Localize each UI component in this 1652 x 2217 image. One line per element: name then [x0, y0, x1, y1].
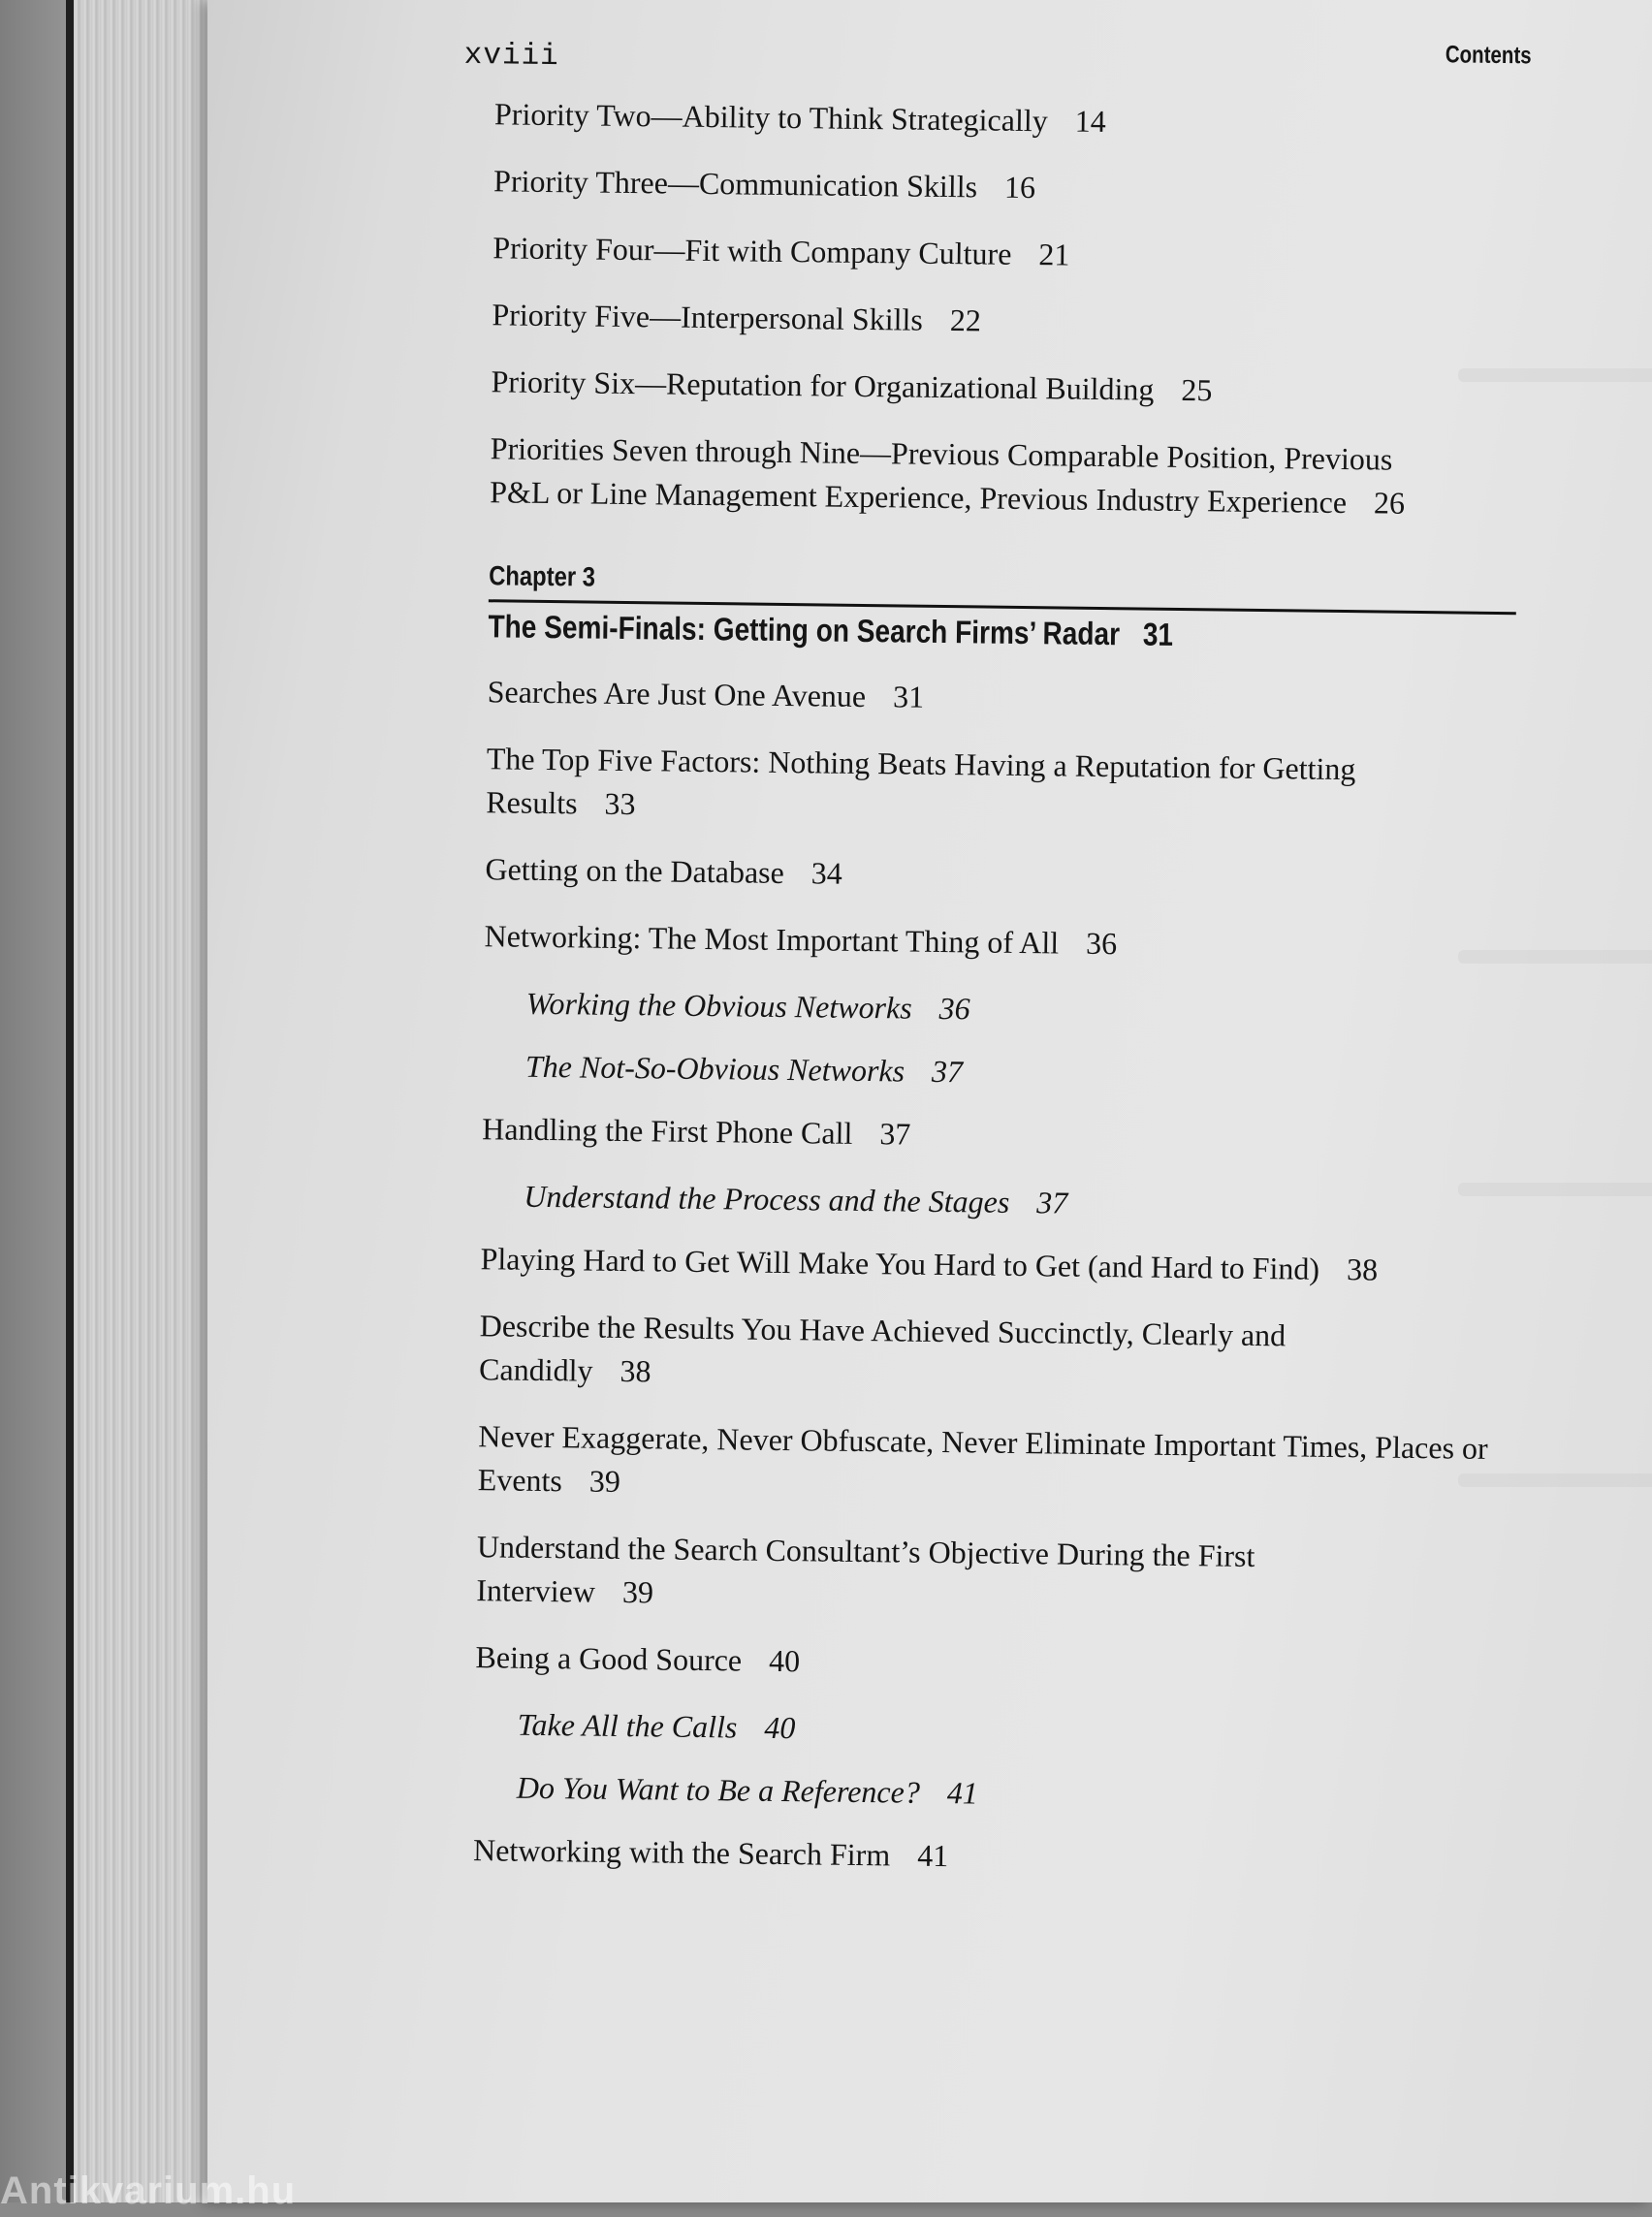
toc-entry-page: 26 [1373, 485, 1406, 521]
toc-subentry [483, 1044, 1491, 1100]
watermark: Antikvarium.hu [0, 2169, 297, 2212]
toc-entry-page: 36 [938, 990, 970, 1027]
toc-entry [478, 1414, 1526, 1514]
table-of-contents [473, 92, 1504, 1908]
toc-entry-title: Do You Want to Be a Reference? [516, 1769, 921, 1810]
toc-entry-title: Networking with the Search Firm [472, 1832, 891, 1873]
toc-entry [490, 427, 1441, 525]
toc-entry-page: 37 [931, 1053, 964, 1090]
toc-entry-title: Priority Four—Fit with Company Culture [492, 230, 1012, 271]
toc-entry-title: Being a Good Source [475, 1639, 743, 1678]
toc-entry-page: 37 [1036, 1185, 1068, 1220]
toc-entry-page: 39 [588, 1463, 621, 1499]
toc-entry [486, 737, 1427, 836]
toc-entry-page: 31 [892, 679, 925, 714]
toc-entry-page: 41 [946, 1775, 979, 1811]
chapter-page: 31 [1142, 616, 1174, 652]
toc-subentry [474, 1765, 1482, 1821]
toc-entry-title: The Top Five Factors: Nothing Beats Having a Reputation for Getting Results [486, 741, 1356, 821]
toc-entry-title: Priority Five—Interpersonal Skills [492, 297, 924, 337]
toc-entry-title: Priority Two—Ability to Think Strategically [493, 96, 1048, 139]
toc-entry [476, 1525, 1427, 1624]
toc-entry-title: Describe the Results You Have Achieved Succinctly, Clearly and Candidly [478, 1308, 1287, 1388]
toc-entry-page: 41 [917, 1837, 949, 1874]
toc-entry [487, 670, 1495, 726]
toc-entry-title: Getting on the Database [485, 851, 785, 891]
toc-entry-title: Searches Are Just One Avenue [487, 674, 867, 714]
toc-entry-page: 14 [1074, 103, 1106, 139]
toc-entry-title: Priority Six—Reputation for Organizational Building [491, 364, 1155, 407]
toc-entry-title: Networking: The Most Important Thing of All [484, 918, 1060, 961]
chapter-title [488, 608, 1345, 655]
chapter-label: Chapter 3 [488, 560, 596, 592]
toc-entry-title: Understand the Search Consultant’s Objective During the First Interview [476, 1529, 1255, 1609]
toc-entry-page: 36 [1085, 925, 1118, 962]
toc-entry-page: 34 [810, 855, 843, 891]
toc-entry-page: 38 [1346, 1251, 1379, 1287]
toc-entry-title: Working the Obvious Networks [525, 985, 912, 1026]
toc-entry-page: 37 [879, 1116, 911, 1152]
toc-entry-page: 40 [768, 1642, 801, 1679]
toc-entry [480, 1237, 1391, 1291]
toc-subentry [484, 981, 1492, 1037]
toc-entry-page: 33 [604, 785, 636, 822]
toc-entry [491, 360, 1499, 416]
toc-subentry [474, 1702, 1482, 1758]
page-number: xviii [463, 38, 559, 75]
toc-entry-page: 38 [620, 1352, 651, 1389]
toc-entry-title: Take All the Calls [517, 1706, 738, 1745]
toc-entry-title: Handling the First Phone Call [481, 1111, 853, 1151]
toc-entry-title: Understand the Process and the Stages [524, 1178, 1010, 1219]
toc-entry [494, 92, 1503, 148]
toc-entry [484, 914, 1492, 970]
running-head: Contents [1445, 41, 1532, 70]
toc-subentry [481, 1174, 1489, 1230]
toc-entry-title: Priorities Seven through Nine—Previous Comparable Position, Previous P&L or Line Management Experience, Previous Industry Experience [490, 430, 1393, 521]
toc-entry [492, 226, 1501, 282]
toc-entry-title: Priority Three—Communication Skills [492, 163, 978, 205]
toc-entry-page: 22 [949, 302, 982, 338]
toc-entry [482, 1107, 1490, 1163]
toc-entry [485, 847, 1493, 903]
toc-entry-page: 39 [621, 1574, 654, 1610]
toc-entry [473, 1828, 1481, 1884]
toc-entry-page: 25 [1181, 371, 1213, 408]
toc-entry-title: Playing Hard to Get Will Make You Hard to Get (and Hard to Find) [480, 1241, 1320, 1286]
toc-entry-page: 40 [764, 1709, 796, 1746]
toc-entry-page: 21 [1038, 237, 1070, 272]
toc-entry-page: 16 [1003, 169, 1036, 206]
toc-entry [492, 293, 1500, 349]
toc-entry-title: The Not-So-Obvious Networks [524, 1048, 905, 1089]
chapter-title-text: The Semi-Finals: Getting on Search Firms’ Radar [488, 608, 1121, 652]
toc-entry [493, 159, 1502, 215]
toc-entry [479, 1304, 1391, 1402]
toc-entry [475, 1635, 1483, 1692]
toc-entry-title: Never Exaggerate, Never Obfuscate, Never Eliminate Important Times, Places or Events [477, 1418, 1488, 1499]
